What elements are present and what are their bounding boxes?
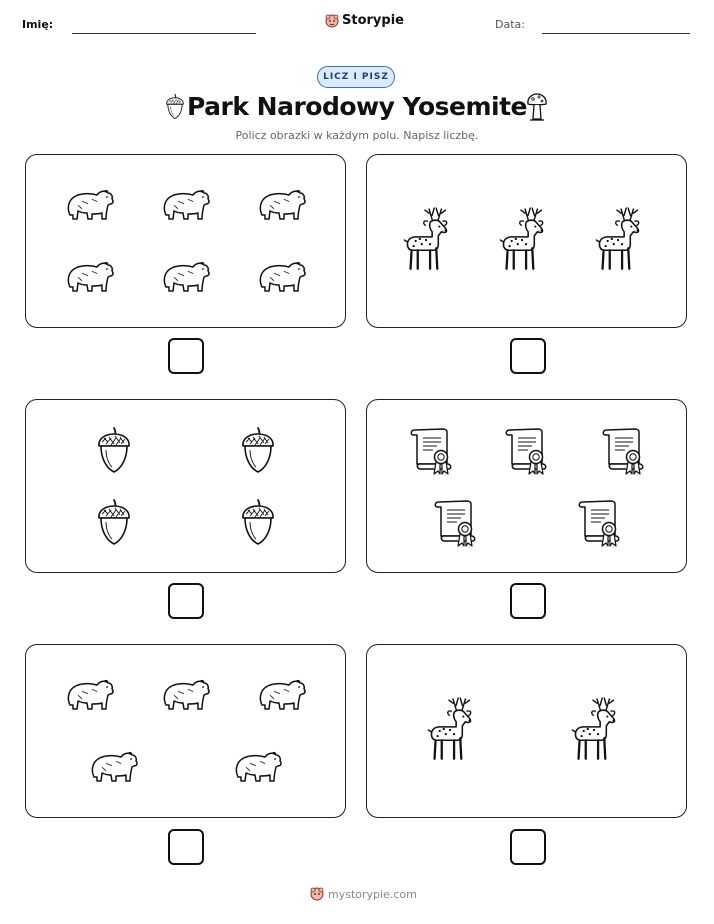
count-panel [366, 644, 687, 818]
count-panel [366, 399, 687, 573]
deer-icon [569, 695, 621, 767]
bear-icon [64, 185, 116, 225]
deer-icon [497, 205, 549, 277]
date-field[interactable] [542, 33, 690, 34]
answer-box[interactable] [510, 338, 546, 374]
mushroom-icon [526, 92, 548, 122]
header [0, 0, 714, 50]
answer-box[interactable] [168, 583, 204, 619]
brand-logo [325, 13, 404, 28]
count-panel [366, 154, 687, 328]
bear-icon [160, 257, 212, 297]
bear-icon [256, 185, 308, 225]
deer-icon [401, 205, 453, 277]
answer-box[interactable] [168, 829, 204, 865]
bear-icon [88, 747, 140, 787]
bear-icon [160, 185, 212, 225]
certificate-icon [599, 424, 649, 476]
acorn-icon [94, 426, 134, 476]
bear-icon [232, 747, 284, 787]
date-label: Data: [495, 18, 525, 31]
count-panel [25, 154, 346, 328]
certificate-icon [431, 496, 481, 548]
acorn-icon [238, 426, 278, 476]
count-panel [25, 399, 346, 573]
bear-icon [256, 257, 308, 297]
brand-name: Storypie [342, 13, 404, 28]
name-field[interactable] [72, 33, 256, 34]
name-label: Imię: [22, 18, 54, 31]
certificate-icon [407, 424, 457, 476]
deer-icon [593, 205, 645, 277]
bear-icon [160, 675, 212, 715]
deer-icon [425, 695, 477, 767]
page-title: Park Narodowy Yosemite [187, 92, 527, 121]
footer-url: mystorypie.com [328, 887, 417, 901]
answer-box[interactable] [168, 338, 204, 374]
footer [310, 887, 417, 901]
certificate-icon [575, 496, 625, 548]
bear-icon [64, 675, 116, 715]
acorn-icon [94, 498, 134, 548]
bear-icon [256, 675, 308, 715]
answer-box[interactable] [510, 583, 546, 619]
storypie-mascot-icon [325, 14, 339, 28]
answer-box[interactable] [510, 829, 546, 865]
certificate-icon [502, 424, 552, 476]
category-badge: LICZ I PISZ [317, 66, 395, 88]
storypie-mascot-icon [310, 887, 324, 901]
bear-icon [64, 257, 116, 297]
count-panel [25, 644, 346, 818]
acorn-icon [238, 498, 278, 548]
instructions: Policz obrazki w każdym polu. Napisz liczbę. [235, 129, 479, 142]
